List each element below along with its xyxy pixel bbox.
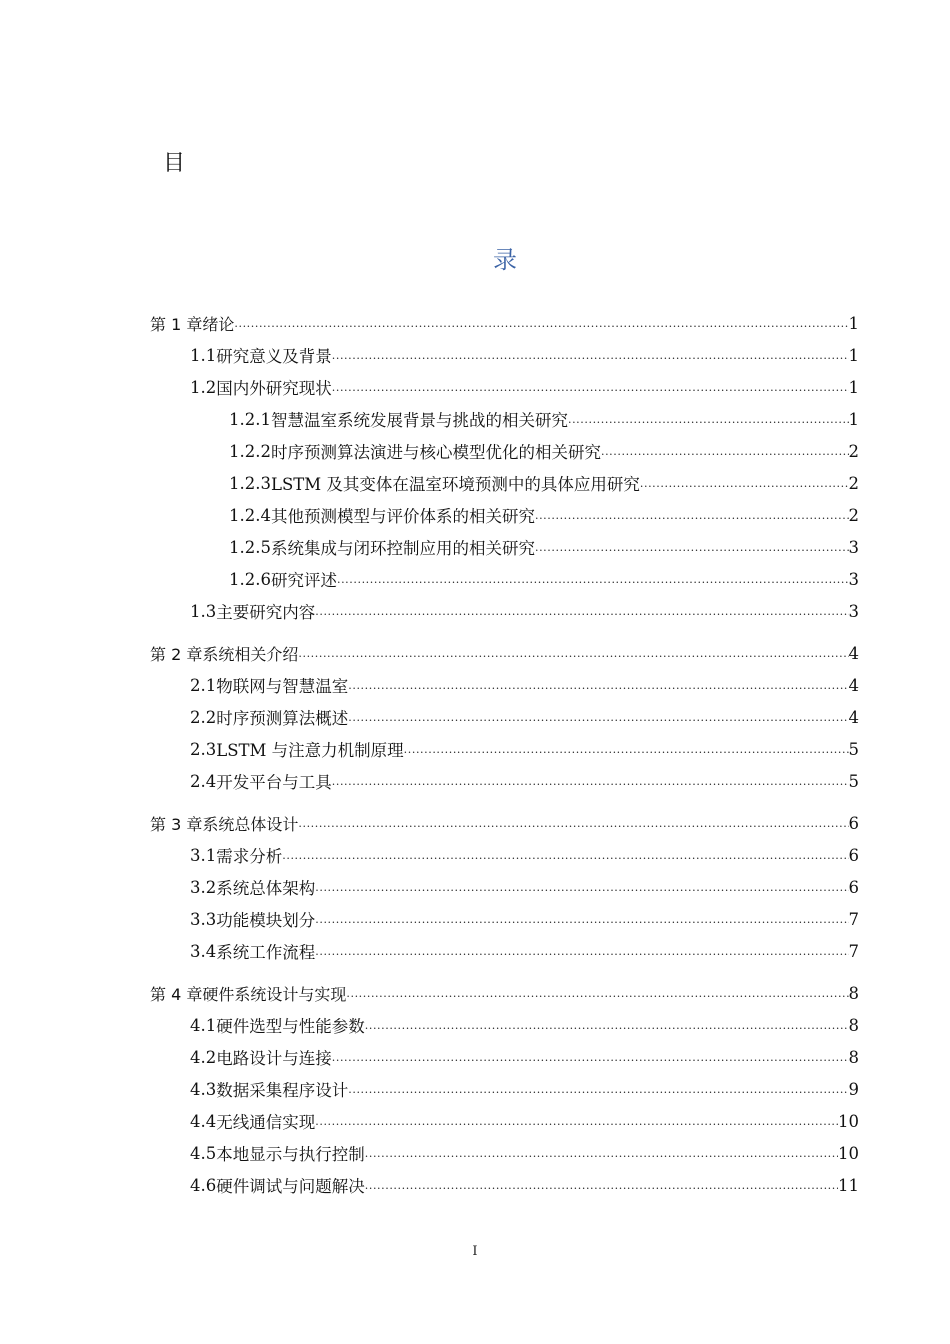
toc-entry-title: 本地显示与执行控制 <box>216 1145 365 1164</box>
toc-section-entry[interactable] <box>0 1170 950 1200</box>
toc-entry-page: 11 <box>838 1175 859 1195</box>
toc-dot-leader <box>315 936 848 966</box>
toc-section-entry[interactable] <box>0 702 950 732</box>
toc-entry-title: 无线通信实现 <box>216 1113 316 1132</box>
toc-entry-number: 4.6 <box>190 1175 217 1195</box>
toc-entry-title: 物联网与智慧温室 <box>216 677 349 696</box>
toc-entry-number: 1.1 <box>190 345 217 365</box>
toc-section-entry[interactable] <box>0 766 950 796</box>
toc-entry-page: 1 <box>848 345 859 365</box>
toc-entry-number: 1.2.4 <box>229 505 271 525</box>
toc-dot-leader <box>348 670 848 700</box>
toc-dot-leader <box>298 808 848 838</box>
toc-entry-number: 1.2 <box>190 377 217 397</box>
toc-entry-page: 8 <box>848 983 859 1003</box>
toc-section-entry[interactable] <box>0 936 950 966</box>
toc-entry-page: 7 <box>848 909 859 929</box>
toc-entry-number: 1.2.5 <box>229 537 271 557</box>
toc-entry-number: 2.2 <box>190 707 217 727</box>
toc-entry-title: 需求分析 <box>216 847 283 866</box>
toc-dot-leader <box>404 734 849 764</box>
toc-entry-title: 研究评述 <box>270 571 337 590</box>
toc-entry-number: 2.4 <box>190 771 217 791</box>
toc-entry-number: 第 1 章 <box>150 314 203 334</box>
toc-entry-title: 智慧温室系统发展背景与挑战的相关研究 <box>270 411 568 430</box>
toc-dot-leader <box>348 702 848 732</box>
toc-entry-page: 1 <box>848 409 859 429</box>
toc-entry-title: LSTM 及其变体在温室环境预测中的具体应用研究 <box>270 475 640 494</box>
toc-dot-leader <box>315 872 848 902</box>
toc-dot-leader <box>315 1106 838 1136</box>
toc-dot-leader <box>601 436 849 466</box>
toc-entry-title: 硬件选型与性能参数 <box>216 1017 365 1036</box>
toc-entry-title: 绪论 <box>202 314 235 334</box>
toc-section-entry[interactable] <box>0 872 950 902</box>
toc-dot-leader <box>535 500 849 530</box>
toc-entry-page: 4 <box>848 707 859 727</box>
toc-section-entry[interactable] <box>0 340 950 370</box>
toc-section-entry[interactable] <box>0 1010 950 1040</box>
toc-dot-leader <box>365 1170 838 1200</box>
toc-dot-leader <box>332 372 849 402</box>
toc-entry-number: 4.3 <box>190 1079 217 1099</box>
toc-section-entry[interactable] <box>0 372 950 402</box>
toc-dot-leader <box>234 308 848 338</box>
toc-entry-number: 2.1 <box>190 675 217 695</box>
toc-chapter-entry[interactable] <box>0 978 950 1008</box>
toc-section-entry[interactable] <box>0 500 950 530</box>
toc-dot-leader <box>298 638 848 668</box>
toc-title-part1: 目 <box>163 151 186 176</box>
toc-entry-number: 4.1 <box>190 1015 217 1035</box>
toc-entry-page: 3 <box>848 569 859 589</box>
toc-title-part2: 录 <box>493 246 517 274</box>
toc-dot-leader <box>332 1042 849 1072</box>
toc-entry-number: 4.5 <box>190 1143 217 1163</box>
toc-chapter-entry[interactable] <box>0 308 950 338</box>
toc-chapter-entry[interactable] <box>0 808 950 838</box>
toc-entry-page: 1 <box>848 313 859 333</box>
toc-entry-title: 系统集成与闭环控制应用的相关研究 <box>270 539 535 558</box>
toc-entry-page: 4 <box>848 675 859 695</box>
toc-entry-number: 4.4 <box>190 1111 217 1131</box>
toc-entry-title: 时序预测算法演进与核心模型优化的相关研究 <box>270 443 601 462</box>
toc-entry-number: 4.2 <box>190 1047 217 1067</box>
toc-entry-title: 系统工作流程 <box>216 943 316 962</box>
toc-entry-number: 第 3 章 <box>150 814 203 834</box>
toc-entry-page: 8 <box>848 1015 859 1035</box>
toc-entry-number: 3.3 <box>190 909 217 929</box>
toc-entry-page: 2 <box>848 473 859 493</box>
toc-entry-page: 3 <box>848 601 859 621</box>
toc-entry-title: 开发平台与工具 <box>216 773 332 792</box>
toc-entry-title: 硬件调试与问题解决 <box>216 1177 365 1196</box>
toc-dot-leader <box>640 468 849 498</box>
toc-entry-number: 1.3 <box>190 601 217 621</box>
toc-section-entry[interactable] <box>0 1042 950 1072</box>
toc-entry-page: 8 <box>848 1047 859 1067</box>
toc-dot-leader <box>315 904 848 934</box>
toc-dot-leader <box>365 1138 838 1168</box>
toc-entry-number: 3.1 <box>190 845 217 865</box>
toc-section-entry[interactable] <box>0 840 950 870</box>
toc-entry-title: 时序预测算法概述 <box>216 709 349 728</box>
toc-entry-number: 1.2.3 <box>229 473 271 493</box>
toc-section-entry[interactable] <box>0 734 950 764</box>
toc-entry-page: 3 <box>848 537 859 557</box>
toc-entry-number: 3.4 <box>190 941 217 961</box>
toc-dot-leader <box>365 1010 849 1040</box>
toc-entry-number: 2.3 <box>190 739 217 759</box>
toc-entry-title: 国内外研究现状 <box>216 379 332 398</box>
toc-entry-page: 6 <box>848 845 859 865</box>
toc-entry-title: 主要研究内容 <box>216 603 316 622</box>
toc-dot-leader <box>346 978 848 1008</box>
toc-entry-page: 1 <box>848 377 859 397</box>
toc-entry-title: 系统总体设计 <box>202 814 299 834</box>
toc-dot-leader <box>332 340 849 370</box>
toc-dot-leader <box>282 840 848 870</box>
toc-entry-title: LSTM 与注意力机制原理 <box>216 741 404 760</box>
toc-entry-number: 第 2 章 <box>150 644 203 664</box>
toc-section-entry[interactable] <box>0 564 950 594</box>
toc-entry-title: 研究意义及背景 <box>216 347 332 366</box>
toc-section-entry[interactable] <box>0 436 950 466</box>
toc-section-entry[interactable] <box>0 670 950 700</box>
toc-section-entry[interactable] <box>0 1106 950 1136</box>
toc-entry-number: 第 4 章 <box>150 984 203 1004</box>
toc-entry-title: 功能模块划分 <box>216 911 316 930</box>
toc-entry-title: 其他预测模型与评价体系的相关研究 <box>270 507 535 526</box>
toc-entry-number: 1.2.1 <box>229 409 271 429</box>
toc-entry-page: 2 <box>848 505 859 525</box>
toc-section-entry[interactable] <box>0 532 950 562</box>
toc-entry-page: 5 <box>848 739 859 759</box>
toc-dot-leader <box>332 766 849 796</box>
toc-section-entry[interactable] <box>0 596 950 626</box>
toc-section-entry[interactable] <box>0 1074 950 1104</box>
toc-chapter-entry[interactable] <box>0 638 950 668</box>
toc-entry-page: 7 <box>848 941 859 961</box>
toc-section-entry[interactable] <box>0 468 950 498</box>
toc-entry-title: 系统总体架构 <box>216 879 316 898</box>
toc-entry-number: 1.2.6 <box>229 569 271 589</box>
toc-entry-number: 1.2.2 <box>229 441 271 461</box>
toc-section-entry[interactable] <box>0 1138 950 1168</box>
toc-entry-page: 5 <box>848 771 859 791</box>
page-number: I <box>472 1244 478 1259</box>
toc-dot-leader <box>535 532 849 562</box>
toc-entry-page: 10 <box>838 1111 859 1131</box>
toc-entry-number: 3.2 <box>190 877 217 897</box>
toc-dot-leader <box>568 404 849 434</box>
toc-entry-page: 4 <box>848 643 859 663</box>
toc-dot-leader <box>337 564 849 594</box>
toc-dot-leader <box>315 596 848 626</box>
toc-entry-page: 6 <box>848 813 859 833</box>
toc-section-entry[interactable] <box>0 404 950 434</box>
toc-entry-title: 电路设计与连接 <box>216 1049 332 1068</box>
toc-entry-page: 10 <box>838 1143 859 1163</box>
toc-entry-title: 数据采集程序设计 <box>216 1081 349 1100</box>
toc-section-entry[interactable] <box>0 904 950 934</box>
toc-entry-page: 9 <box>848 1079 859 1099</box>
toc-dot-leader <box>348 1074 848 1104</box>
toc-entry-title: 系统相关介绍 <box>202 644 299 664</box>
toc-entry-title: 硬件系统设计与实现 <box>202 984 347 1004</box>
toc-entry-page: 6 <box>848 877 859 897</box>
toc-entry-page: 2 <box>848 441 859 461</box>
